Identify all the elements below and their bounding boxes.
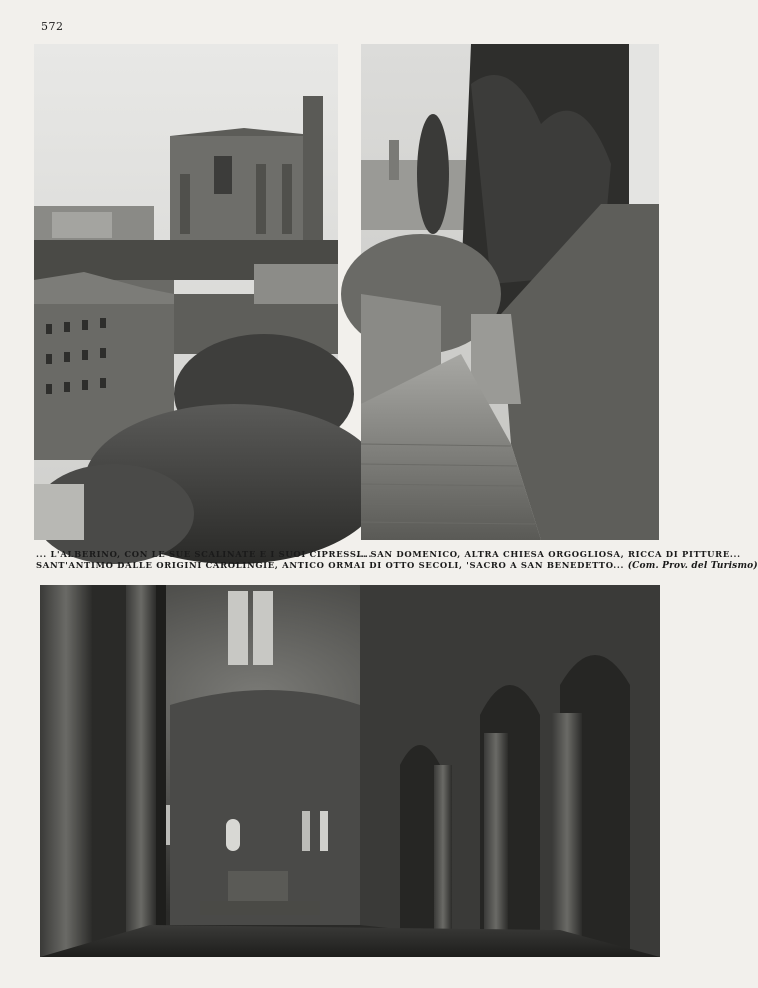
caption-credit: (Com. Prov. del Turismo)	[627, 561, 758, 571]
caption-bottom	[36, 560, 758, 572]
photo-alberino-steps-image	[361, 44, 659, 540]
caption-right: ... SAN DOMENICO, ALTRA CHIESA ORGOGLIOSA, RICCA DI PITTURE...	[356, 549, 741, 559]
caption-left: ... L'ALBERINO, CON LE SUE SCALINATE E I SUOI CIPRESSI...	[36, 549, 373, 559]
photo-sant-antimo-interior	[40, 585, 660, 957]
photo-san-domenico	[34, 44, 338, 540]
photo-sant-antimo-interior-image	[40, 585, 660, 957]
photo-alberino-steps	[361, 44, 659, 540]
page-number: 572	[41, 20, 64, 33]
photo-san-domenico-image	[34, 44, 338, 540]
caption-bottom-text: SANT'ANTIMO DALLE ORIGINI CAROLINGIE, ANTICO ORMAI DI OTTO SECOLI, 'SACRO A SAN BENEDETTO...	[36, 560, 625, 570]
